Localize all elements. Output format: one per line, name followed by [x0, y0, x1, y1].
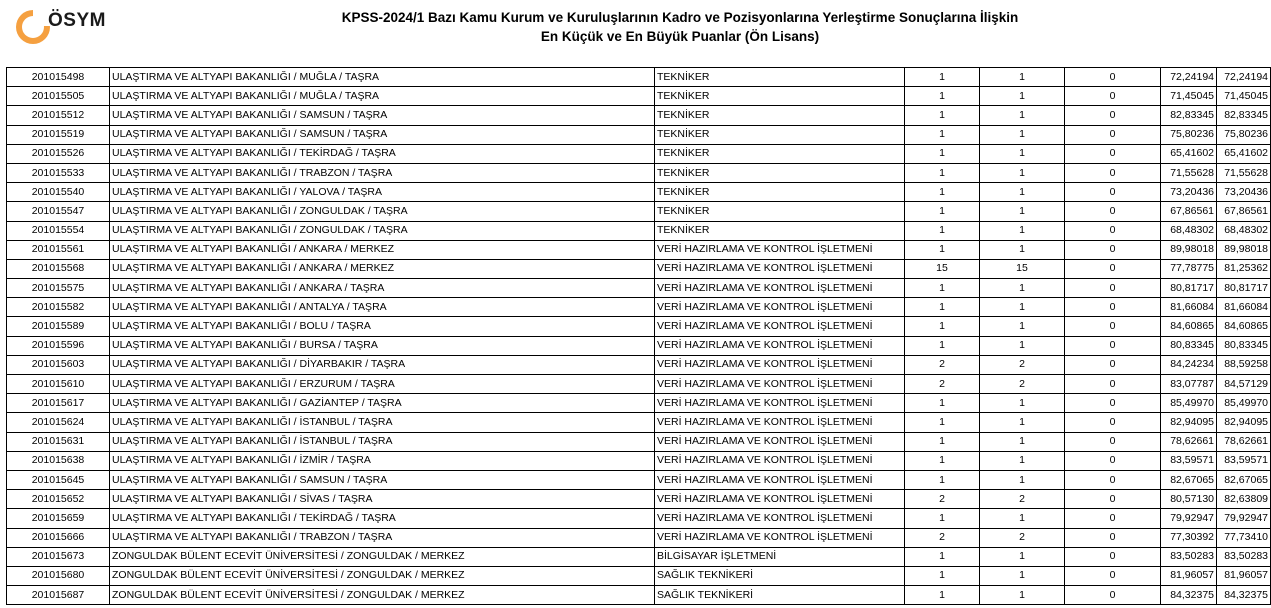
- cell-min-score: 83,07787: [1161, 375, 1217, 394]
- cell-quota: 1: [905, 87, 980, 106]
- cell-program-code: 201015645: [7, 470, 110, 489]
- cell-quota: 1: [905, 240, 980, 259]
- cell-institution: ULAŞTIRMA VE ALTYAPI BAKANLIĞI / ANKARA / TAŞRA: [110, 279, 655, 298]
- cell-position: TEKNİKER: [655, 125, 905, 144]
- table-row: [7, 317, 1271, 336]
- cell-institution: ULAŞTIRMA VE ALTYAPI BAKANLIĞI / TRABZON / TAŞRA: [110, 528, 655, 547]
- table-row: [7, 394, 1271, 413]
- results-table: [6, 67, 1271, 605]
- cell-program-code: 201015540: [7, 183, 110, 202]
- cell-position: TEKNİKER: [655, 106, 905, 125]
- cell-quota: 1: [905, 144, 980, 163]
- cell-position: SAĞLIK TEKNİKERİ: [655, 586, 905, 605]
- cell-position: TEKNİKER: [655, 202, 905, 221]
- cell-position: VERİ HAZIRLAMA VE KONTROL İŞLETMENİ: [655, 240, 905, 259]
- cell-position: VERİ HAZIRLAMA VE KONTROL İŞLETMENİ: [655, 413, 905, 432]
- table-row: [7, 355, 1271, 374]
- cell-min-score: 83,50283: [1161, 547, 1217, 566]
- cell-institution: ULAŞTIRMA VE ALTYAPI BAKANLIĞI / ERZURUM / TAŞRA: [110, 375, 655, 394]
- logo-text: ÖSYM: [48, 10, 106, 31]
- cell-institution: ULAŞTIRMA VE ALTYAPI BAKANLIĞI / YALOVA / TAŞRA: [110, 183, 655, 202]
- cell-min-score: 72,24194: [1161, 68, 1217, 87]
- cell-min-score: 79,92947: [1161, 509, 1217, 528]
- cell-position: VERİ HAZIRLAMA VE KONTROL İŞLETMENİ: [655, 279, 905, 298]
- cell-max-score: 82,67065: [1217, 470, 1271, 489]
- cell-quota: 15: [905, 259, 980, 278]
- cell-quota: 1: [905, 298, 980, 317]
- cell-position: TEKNİKER: [655, 183, 905, 202]
- cell-position: TEKNİKER: [655, 144, 905, 163]
- cell-position: VERİ HAZIRLAMA VE KONTROL İŞLETMENİ: [655, 298, 905, 317]
- cell-program-code: 201015512: [7, 106, 110, 125]
- cell-max-score: 84,57129: [1217, 375, 1271, 394]
- cell-institution: ULAŞTIRMA VE ALTYAPI BAKANLIĞI / TRABZON / TAŞRA: [110, 163, 655, 182]
- cell-max-score: 85,49970: [1217, 394, 1271, 413]
- cell-empty: 0: [1065, 125, 1161, 144]
- table-row: [7, 259, 1271, 278]
- cell-position: BİLGİSAYAR İŞLETMENİ: [655, 547, 905, 566]
- cell-max-score: 81,96057: [1217, 566, 1271, 585]
- cell-program-code: 201015575: [7, 279, 110, 298]
- cell-program-code: 201015610: [7, 375, 110, 394]
- cell-institution: ULAŞTIRMA VE ALTYAPI BAKANLIĞI / TEKİRDAĞ / TAŞRA: [110, 509, 655, 528]
- table-row: [7, 163, 1271, 182]
- cell-max-score: 84,32375: [1217, 586, 1271, 605]
- cell-quota: 1: [905, 451, 980, 470]
- cell-position: VERİ HAZIRLAMA VE KONTROL İŞLETMENİ: [655, 375, 905, 394]
- cell-institution: ULAŞTIRMA VE ALTYAPI BAKANLIĞI / İZMİR / TAŞRA: [110, 451, 655, 470]
- cell-position: VERİ HAZIRLAMA VE KONTROL İŞLETMENİ: [655, 509, 905, 528]
- cell-empty: 0: [1065, 240, 1161, 259]
- cell-placed: 1: [980, 432, 1065, 451]
- table-row: [7, 509, 1271, 528]
- cell-institution: ULAŞTIRMA VE ALTYAPI BAKANLIĞI / MUĞLA / TAŞRA: [110, 68, 655, 87]
- cell-institution: ULAŞTIRMA VE ALTYAPI BAKANLIĞI / İSTANBUL / TAŞRA: [110, 432, 655, 451]
- cell-min-score: 71,55628: [1161, 163, 1217, 182]
- osym-logo: [14, 6, 106, 48]
- cell-placed: 1: [980, 87, 1065, 106]
- cell-quota: 1: [905, 566, 980, 585]
- cell-position: VERİ HAZIRLAMA VE KONTROL İŞLETMENİ: [655, 451, 905, 470]
- cell-institution: ULAŞTIRMA VE ALTYAPI BAKANLIĞI / MUĞLA / TAŞRA: [110, 87, 655, 106]
- cell-max-score: 88,59258: [1217, 355, 1271, 374]
- cell-institution: ULAŞTIRMA VE ALTYAPI BAKANLIĞI / ZONGULDAK / TAŞRA: [110, 221, 655, 240]
- table-row: [7, 547, 1271, 566]
- table-row: [7, 183, 1271, 202]
- cell-placed: 1: [980, 221, 1065, 240]
- cell-empty: 0: [1065, 451, 1161, 470]
- cell-max-score: 89,98018: [1217, 240, 1271, 259]
- cell-min-score: 65,41602: [1161, 144, 1217, 163]
- table-row: [7, 298, 1271, 317]
- cell-program-code: 201015589: [7, 317, 110, 336]
- cell-empty: 0: [1065, 336, 1161, 355]
- cell-program-code: 201015603: [7, 355, 110, 374]
- cell-position: SAĞLIK TEKNİKERİ: [655, 566, 905, 585]
- cell-max-score: 80,81717: [1217, 279, 1271, 298]
- cell-quota: 1: [905, 470, 980, 489]
- cell-quota: 2: [905, 355, 980, 374]
- cell-empty: 0: [1065, 163, 1161, 182]
- cell-placed: 15: [980, 259, 1065, 278]
- cell-empty: 0: [1065, 106, 1161, 125]
- cell-min-score: 81,96057: [1161, 566, 1217, 585]
- cell-empty: 0: [1065, 221, 1161, 240]
- cell-position: TEKNİKER: [655, 87, 905, 106]
- cell-placed: 1: [980, 240, 1065, 259]
- cell-placed: 2: [980, 375, 1065, 394]
- cell-quota: 1: [905, 394, 980, 413]
- cell-min-score: 84,32375: [1161, 586, 1217, 605]
- page-title-line1: KPSS-2024/1 Bazı Kamu Kurum ve Kuruluşlarının Kadro ve Pozisyonlarına Yerleştirme Sonuçlarına İlişkin: [341, 10, 1019, 25]
- cell-institution: ULAŞTIRMA VE ALTYAPI BAKANLIĞI / DİYARBAKIR / TAŞRA: [110, 355, 655, 374]
- table-row: [7, 87, 1271, 106]
- table-row: [7, 68, 1271, 87]
- cell-institution: ULAŞTIRMA VE ALTYAPI BAKANLIĞI / ANKARA / MERKEZ: [110, 240, 655, 259]
- cell-position: TEKNİKER: [655, 221, 905, 240]
- cell-program-code: 201015631: [7, 432, 110, 451]
- cell-min-score: 80,81717: [1161, 279, 1217, 298]
- table-row: [7, 106, 1271, 125]
- page-title: [270, 8, 1090, 46]
- cell-placed: 1: [980, 125, 1065, 144]
- cell-max-score: 82,83345: [1217, 106, 1271, 125]
- cell-position: TEKNİKER: [655, 163, 905, 182]
- table-row: [7, 528, 1271, 547]
- cell-empty: 0: [1065, 528, 1161, 547]
- cell-program-code: 201015673: [7, 547, 110, 566]
- cell-min-score: 71,45045: [1161, 87, 1217, 106]
- cell-institution: ULAŞTIRMA VE ALTYAPI BAKANLIĞI / ANKARA / MERKEZ: [110, 259, 655, 278]
- cell-max-score: 80,83345: [1217, 336, 1271, 355]
- cell-placed: 2: [980, 490, 1065, 509]
- cell-placed: 1: [980, 566, 1065, 585]
- cell-position: VERİ HAZIRLAMA VE KONTROL İŞLETMENİ: [655, 432, 905, 451]
- cell-quota: 2: [905, 490, 980, 509]
- cell-position: VERİ HAZIRLAMA VE KONTROL İŞLETMENİ: [655, 355, 905, 374]
- cell-quota: 1: [905, 163, 980, 182]
- table-row: [7, 221, 1271, 240]
- table-row: [7, 375, 1271, 394]
- cell-position: TEKNİKER: [655, 68, 905, 87]
- cell-program-code: 201015526: [7, 144, 110, 163]
- cell-empty: 0: [1065, 432, 1161, 451]
- cell-min-score: 84,60865: [1161, 317, 1217, 336]
- cell-empty: 0: [1065, 394, 1161, 413]
- cell-institution: ULAŞTIRMA VE ALTYAPI BAKANLIĞI / ANTALYA / TAŞRA: [110, 298, 655, 317]
- cell-institution: ULAŞTIRMA VE ALTYAPI BAKANLIĞI / ZONGULDAK / TAŞRA: [110, 202, 655, 221]
- table-row: [7, 586, 1271, 605]
- cell-empty: 0: [1065, 183, 1161, 202]
- cell-quota: 1: [905, 317, 980, 336]
- cell-min-score: 73,20436: [1161, 183, 1217, 202]
- cell-institution: ULAŞTIRMA VE ALTYAPI BAKANLIĞI / BURSA / TAŞRA: [110, 336, 655, 355]
- table-row: [7, 240, 1271, 259]
- cell-quota: 1: [905, 336, 980, 355]
- cell-quota: 1: [905, 586, 980, 605]
- cell-placed: 1: [980, 183, 1065, 202]
- cell-placed: 1: [980, 470, 1065, 489]
- cell-min-score: 81,66084: [1161, 298, 1217, 317]
- cell-quota: 2: [905, 528, 980, 547]
- cell-quota: 1: [905, 509, 980, 528]
- cell-max-score: 71,55628: [1217, 163, 1271, 182]
- cell-quota: 1: [905, 221, 980, 240]
- cell-max-score: 67,86561: [1217, 202, 1271, 221]
- table-row: [7, 432, 1271, 451]
- cell-institution: ULAŞTIRMA VE ALTYAPI BAKANLIĞI / İSTANBUL / TAŞRA: [110, 413, 655, 432]
- cell-position: VERİ HAZIRLAMA VE KONTROL İŞLETMENİ: [655, 317, 905, 336]
- cell-placed: 1: [980, 451, 1065, 470]
- table-row: [7, 413, 1271, 432]
- cell-quota: 1: [905, 547, 980, 566]
- cell-min-score: 68,48302: [1161, 221, 1217, 240]
- cell-empty: 0: [1065, 144, 1161, 163]
- cell-min-score: 80,83345: [1161, 336, 1217, 355]
- cell-max-score: 75,80236: [1217, 125, 1271, 144]
- cell-placed: 2: [980, 528, 1065, 547]
- cell-quota: 1: [905, 68, 980, 87]
- cell-placed: 1: [980, 202, 1065, 221]
- cell-program-code: 201015568: [7, 259, 110, 278]
- cell-max-score: 68,48302: [1217, 221, 1271, 240]
- page-title-line2: En Küçük ve En Büyük Puanlar (Ön Lisans): [540, 29, 820, 44]
- cell-empty: 0: [1065, 317, 1161, 336]
- cell-min-score: 67,86561: [1161, 202, 1217, 221]
- cell-min-score: 82,94095: [1161, 413, 1217, 432]
- cell-min-score: 82,67065: [1161, 470, 1217, 489]
- cell-institution: ULAŞTIRMA VE ALTYAPI BAKANLIĞI / BOLU / TAŞRA: [110, 317, 655, 336]
- table-row: [7, 279, 1271, 298]
- cell-program-code: 201015617: [7, 394, 110, 413]
- cell-max-score: 82,63809: [1217, 490, 1271, 509]
- cell-program-code: 201015519: [7, 125, 110, 144]
- cell-quota: 1: [905, 279, 980, 298]
- cell-program-code: 201015638: [7, 451, 110, 470]
- cell-placed: 1: [980, 547, 1065, 566]
- cell-min-score: 89,98018: [1161, 240, 1217, 259]
- cell-institution: ULAŞTIRMA VE ALTYAPI BAKANLIĞI / SİVAS / TAŞRA: [110, 490, 655, 509]
- cell-quota: 1: [905, 432, 980, 451]
- cell-institution: ZONGULDAK BÜLENT ECEVİT ÜNİVERSİTESİ / ZONGULDAK / MERKEZ: [110, 547, 655, 566]
- cell-program-code: 201015687: [7, 586, 110, 605]
- cell-max-score: 82,94095: [1217, 413, 1271, 432]
- cell-empty: 0: [1065, 279, 1161, 298]
- cell-program-code: 201015498: [7, 68, 110, 87]
- cell-min-score: 77,30392: [1161, 528, 1217, 547]
- cell-quota: 1: [905, 202, 980, 221]
- cell-empty: 0: [1065, 298, 1161, 317]
- cell-max-score: 79,92947: [1217, 509, 1271, 528]
- cell-placed: 1: [980, 106, 1065, 125]
- cell-quota: 2: [905, 375, 980, 394]
- cell-empty: 0: [1065, 68, 1161, 87]
- cell-max-score: 73,20436: [1217, 183, 1271, 202]
- cell-placed: 1: [980, 298, 1065, 317]
- cell-institution: ULAŞTIRMA VE ALTYAPI BAKANLIĞI / SAMSUN / TAŞRA: [110, 470, 655, 489]
- cell-max-score: 72,24194: [1217, 68, 1271, 87]
- cell-min-score: 80,57130: [1161, 490, 1217, 509]
- cell-placed: 2: [980, 355, 1065, 374]
- cell-program-code: 201015596: [7, 336, 110, 355]
- cell-institution: ULAŞTIRMA VE ALTYAPI BAKANLIĞI / GAZİANTEP / TAŞRA: [110, 394, 655, 413]
- table-row: [7, 451, 1271, 470]
- cell-empty: 0: [1065, 490, 1161, 509]
- table-row: [7, 144, 1271, 163]
- cell-empty: 0: [1065, 547, 1161, 566]
- cell-quota: 1: [905, 106, 980, 125]
- cell-position: VERİ HAZIRLAMA VE KONTROL İŞLETMENİ: [655, 259, 905, 278]
- cell-max-score: 83,50283: [1217, 547, 1271, 566]
- cell-placed: 1: [980, 413, 1065, 432]
- cell-program-code: 201015561: [7, 240, 110, 259]
- cell-placed: 1: [980, 279, 1065, 298]
- cell-empty: 0: [1065, 470, 1161, 489]
- cell-program-code: 201015666: [7, 528, 110, 547]
- results-table-body: [7, 68, 1271, 605]
- cell-max-score: 84,60865: [1217, 317, 1271, 336]
- cell-empty: 0: [1065, 259, 1161, 278]
- cell-empty: 0: [1065, 375, 1161, 394]
- cell-institution: ULAŞTIRMA VE ALTYAPI BAKANLIĞI / SAMSUN / TAŞRA: [110, 125, 655, 144]
- table-row: [7, 125, 1271, 144]
- cell-min-score: 78,62661: [1161, 432, 1217, 451]
- cell-empty: 0: [1065, 87, 1161, 106]
- cell-empty: 0: [1065, 566, 1161, 585]
- cell-min-score: 85,49970: [1161, 394, 1217, 413]
- cell-program-code: 201015659: [7, 509, 110, 528]
- cell-program-code: 201015547: [7, 202, 110, 221]
- cell-quota: 1: [905, 125, 980, 144]
- cell-placed: 1: [980, 394, 1065, 413]
- cell-program-code: 201015554: [7, 221, 110, 240]
- cell-empty: 0: [1065, 413, 1161, 432]
- cell-placed: 1: [980, 317, 1065, 336]
- table-row: [7, 336, 1271, 355]
- cell-empty: 0: [1065, 202, 1161, 221]
- cell-min-score: 83,59571: [1161, 451, 1217, 470]
- cell-position: VERİ HAZIRLAMA VE KONTROL İŞLETMENİ: [655, 470, 905, 489]
- table-row: [7, 566, 1271, 585]
- cell-empty: 0: [1065, 509, 1161, 528]
- cell-max-score: 65,41602: [1217, 144, 1271, 163]
- cell-position: VERİ HAZIRLAMA VE KONTROL İŞLETMENİ: [655, 394, 905, 413]
- cell-min-score: 82,83345: [1161, 106, 1217, 125]
- cell-placed: 1: [980, 144, 1065, 163]
- cell-min-score: 84,24234: [1161, 355, 1217, 374]
- cell-quota: 1: [905, 413, 980, 432]
- cell-empty: 0: [1065, 586, 1161, 605]
- cell-placed: 1: [980, 586, 1065, 605]
- cell-placed: 1: [980, 163, 1065, 182]
- cell-min-score: 77,78775: [1161, 259, 1217, 278]
- cell-max-score: 81,25362: [1217, 259, 1271, 278]
- cell-program-code: 201015582: [7, 298, 110, 317]
- cell-program-code: 201015533: [7, 163, 110, 182]
- cell-max-score: 78,62661: [1217, 432, 1271, 451]
- cell-position: VERİ HAZIRLAMA VE KONTROL İŞLETMENİ: [655, 490, 905, 509]
- cell-max-score: 81,66084: [1217, 298, 1271, 317]
- cell-min-score: 75,80236: [1161, 125, 1217, 144]
- cell-program-code: 201015652: [7, 490, 110, 509]
- table-row: [7, 470, 1271, 489]
- cell-institution: ULAŞTIRMA VE ALTYAPI BAKANLIĞI / TEKİRDAĞ / TAŞRA: [110, 144, 655, 163]
- table-row: [7, 490, 1271, 509]
- cell-program-code: 201015505: [7, 87, 110, 106]
- cell-institution: ZONGULDAK BÜLENT ECEVİT ÜNİVERSİTESİ / ZONGULDAK / MERKEZ: [110, 566, 655, 585]
- cell-position: VERİ HAZIRLAMA VE KONTROL İŞLETMENİ: [655, 336, 905, 355]
- cell-empty: 0: [1065, 355, 1161, 374]
- cell-placed: 1: [980, 336, 1065, 355]
- cell-program-code: 201015680: [7, 566, 110, 585]
- cell-placed: 1: [980, 509, 1065, 528]
- cell-max-score: 77,73410: [1217, 528, 1271, 547]
- cell-max-score: 71,45045: [1217, 87, 1271, 106]
- cell-quota: 1: [905, 183, 980, 202]
- cell-placed: 1: [980, 68, 1065, 87]
- cell-program-code: 201015624: [7, 413, 110, 432]
- table-row: [7, 202, 1271, 221]
- cell-max-score: 83,59571: [1217, 451, 1271, 470]
- cell-institution: ZONGULDAK BÜLENT ECEVİT ÜNİVERSİTESİ / ZONGULDAK / MERKEZ: [110, 586, 655, 605]
- cell-position: VERİ HAZIRLAMA VE KONTROL İŞLETMENİ: [655, 528, 905, 547]
- cell-institution: ULAŞTIRMA VE ALTYAPI BAKANLIĞI / SAMSUN / TAŞRA: [110, 106, 655, 125]
